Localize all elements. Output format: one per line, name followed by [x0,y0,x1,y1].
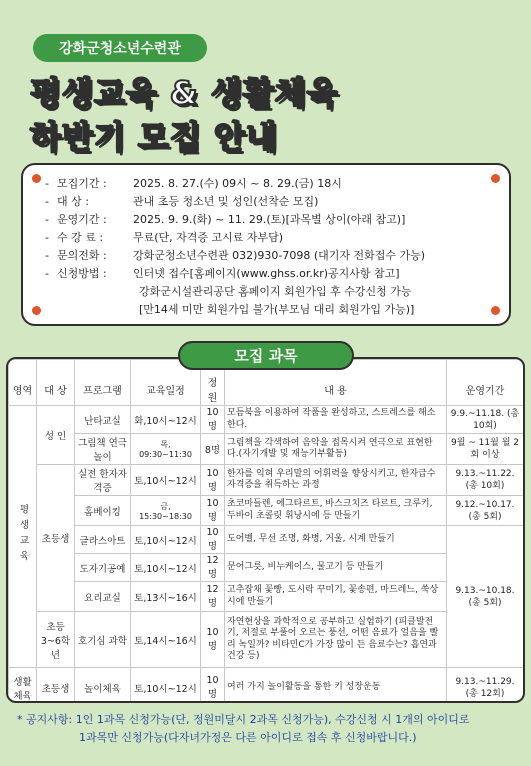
info-row-fee: - 수 강 료 : 무료(단, 자격증 고시료 자부담) [45,229,489,247]
title-line-2: 하반기 모집 안내 [30,118,278,156]
description-cell: 문어그릇, 비누케이스, 물고기 등 만들기 [225,554,447,582]
period-cell: 9.9.~11.18. (총 10회) [447,406,524,434]
schedule-cell: 토,10시~12시 [131,554,201,582]
area-cell: 평생교육 [9,406,37,668]
corner-dot-icon [491,306,500,315]
capacity-cell: 8명 [201,434,225,465]
capacity-cell: 10명 [201,465,225,496]
info-row-target: - 대 상 : 관내 초등 청소년 및 성인(선착순 모집) [45,193,489,211]
info-value: 강화군시설관리공단 홈페이지 회원가입 후 수강신청 가능 [139,285,412,298]
period-cell: 9.13.~11.22. (총 10회) [447,465,524,496]
col-header: 교육일정 [131,360,201,406]
info-key: 수 강 료 : [57,231,104,244]
col-header: 정원 [201,360,225,406]
info-key: 신청방법 : [57,267,107,280]
program-cell: 요리교실 [75,582,131,612]
schedule-cell: 토,10시~12시 [131,465,201,496]
schedule-cell: 화,10시~12시 [131,406,201,434]
description-cell: 자연현상을 과학적으로 공부하고 실험하기 (피클발전기, 저절로 부풀어 오르는 풍선, 어떤 음료가 얼음을 빨리 녹일까? 비타민C가 가장 많이 든 음료수는? 흡연과 건강 등) [225,612,447,668]
table-row [9,554,524,582]
info-value: 무료(단, 자격증 고시료 자부담) [133,231,284,244]
program-cell: 실전 한자자격증 [75,465,131,496]
capacity-cell: 12명 [201,582,225,612]
target-cell: 성 인 [37,406,75,465]
capacity-cell: 10명 [201,526,225,554]
info-row-period: - 모집기간 : 2025. 8. 27.(수) 09시 ~ 8. 29.(금) 18시 [45,175,489,193]
col-header: 프로그램 [75,360,131,406]
title-line-1: 평생교육 & 생활체육 [30,74,339,112]
info-key: 문의전화 : [57,249,107,262]
description-cell: 여러 가지 놀이활동을 통한 키 성장운동 [225,668,447,704]
notice-line: 1과목만 신청가능(다자녀가정은 다른 아이디로 접속 후 신청바랍니다.) [79,731,417,744]
info-row-operation: - 운영기간 : 2025. 9. 9.(화) ~ 11. 29.(토)[과목별 상이(아래 참고)] [45,211,489,229]
info-value: [만14세 미만 회원가입 불가(부모님 대리 회원가입 가능)] [139,303,415,316]
info-key: 운영기간 : [57,213,107,226]
schedule-cell: 토,14시~16시 [131,612,201,668]
capacity-cell: 10명 [201,496,225,526]
info-value: 2025. 8. 27.(수) 09시 ~ 8. 29.(금) 18시 [133,177,342,190]
info-box [21,163,511,326]
notice-line: * 공지사항: 1인 1과목 신청가능(단, 정원미달시 2과목 신청가능), 수강신청 시 1개의 아이디로 [17,713,470,726]
col-header: 영역 [9,360,37,406]
period-cell: 9.13.~10.18. (총 5회) [447,526,524,668]
col-header: 운영기간 [447,360,524,406]
info-list [45,175,489,319]
info-key: 대 상 : [57,195,89,208]
program-cell: 그림책 연극놀이 [75,434,131,465]
description-cell: 도어벨, 무선 조명, 화병, 거울, 시계 만들기 [225,526,447,554]
schedule-cell: 토,10시~12시 [131,668,201,704]
target-cell: 초등 3~6학년 [37,612,75,668]
program-cell: 글라스아트 [75,526,131,554]
program-cell: 놀이체육 [75,668,131,704]
area-cell: 생활체육 [9,668,37,704]
info-row-apply-extra [45,301,489,319]
schedule-cell: 목, 09:30~11:30 [131,434,201,465]
period-cell: 9월 ~ 11월 월 2회 이상 [447,434,524,465]
schedule-cell: 금, 15:30~18:30 [131,496,201,526]
corner-dot-icon [32,306,41,315]
period-cell: 9.12.~10.17. (총 5회) [447,496,524,526]
capacity-cell: 10명 [201,406,225,434]
info-row-apply-extra [45,283,489,301]
description-cell: 그림책을 각색하여 음악을 접목시켜 연극으로 표현한다.(자기개발 및 재능기부활동) [225,434,447,465]
org-badge: 강화군청소년수련관 [33,34,207,62]
description-cell: 고추잡채 꽃빵, 도시락 꾸미기, 꽃송편, 마드레느, 쑥상시에 만들기 [225,582,447,612]
schedule-cell: 토,10시~12시 [131,526,201,554]
info-value: 강화군청소년수련관 032)930-7098 (대기자 전화접수 가능) [133,249,426,262]
course-table [8,359,524,703]
table-row [9,434,524,465]
target-cell: 초등생 [37,465,75,612]
period-cell: 9.13.~11.29. (총 12회) [447,668,524,704]
table-row [9,526,524,554]
table-row [9,668,524,704]
info-key: 모집기간 : [57,177,107,190]
section-title: 모집 과목 [178,341,354,370]
capacity-cell: 10명 [201,612,225,668]
program-cell: 난타교실 [75,406,131,434]
notice [17,711,525,747]
corner-dot-icon [32,174,41,183]
info-row-contact: - 문의전화 : 강화군청소년수련관 032)930-7098 (대기자 전화접수 가능) [45,247,489,265]
info-row-apply: - 신청방법 : 인터넷 접수[홈페이지(www.ghss.or.kr)공지사항 참고] [45,265,489,283]
description-cell: 초코마들렌, 에그타르트, 바스크치즈 타르트, 크루키, 두바이 초콜릿 휘낭시에 등 만들기 [225,496,447,526]
col-header: 대 상 [37,360,75,406]
capacity-cell: 10명 [201,668,225,704]
program-cell: 도자기공예 [75,554,131,582]
table-row [9,582,524,612]
program-cell: 호기심 과학 [75,612,131,668]
description-cell: 모듬북을 이용하여 작품을 완성하고, 스트레스를 해소한다. [225,406,447,434]
info-value: 관내 초등 청소년 및 성인(선착순 모집) [133,195,319,208]
program-cell: 홈베이킹 [75,496,131,526]
corner-dot-icon [491,174,500,183]
table-row [9,612,524,668]
table-row [9,465,524,496]
schedule-cell: 토,13시~16시 [131,582,201,612]
table-row [9,406,524,434]
info-value: 인터넷 접수[홈페이지(www.ghss.or.kr)공지사항 참고] [133,267,400,280]
col-header: 내 용 [225,360,447,406]
target-cell: 초등생 [37,668,75,704]
capacity-cell: 12명 [201,554,225,582]
table-row [9,496,524,526]
description-cell: 한자를 익혀 우리말의 어휘력을 향상시키고, 한자급수 자격증을 취득하는 과정 [225,465,447,496]
info-value: 2025. 9. 9.(화) ~ 11. 29.(토)[과목별 상이(아래 참고)] [133,213,406,226]
course-table-wrap [6,357,525,703]
